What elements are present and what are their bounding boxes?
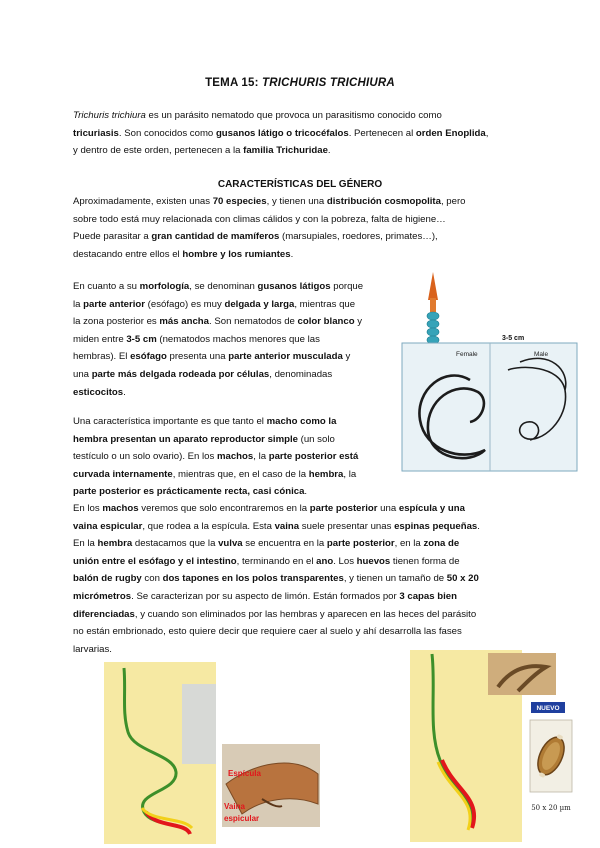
esophagus-illustration (427, 272, 439, 352)
distribution-paragraph: Aproximadamente, existen unas 70 especies, y tienen una distribución cosmopolita, pero sobre todo está muy relacionada con climas cálidos y con la pobreza, falta de higiene… Puede parasitar a gran cantidad de mamíferos (marsupiales, roedores, primates…), destacando entre ellos el hombre y los rumiantes. (73, 196, 466, 260)
vaina-label: Vaina (224, 802, 245, 811)
spicule-micrograph (222, 744, 320, 827)
egg-size-label: 50 x 20 µm (531, 804, 571, 812)
male-label: Male (534, 351, 549, 358)
page-title (0, 77, 600, 89)
new-badge-label: NUEVO (536, 705, 560, 712)
reproductive-paragraph: Una característica importante es que tanto el macho como la hembra presentan un aparato reproductor simple (un solo testículo o un solo ovario). En los machos, la parte posterior está curvada internamente, mientras que, en el caso de la hembra, la parte posterior es prácticamente recta, casi cónica. (73, 416, 359, 498)
worm-morphology-figure (400, 270, 580, 475)
male-female-paragraph: En los machos veremos que solo encontraremos en la parte posterior una espícula y una vaina espicular, que rodea a la espícula. Esta vaina suele presentar unas espinas pequeñas. En la hembra destacamos que la vulva se encuentra en la parte posterior, en la zona de unión entre el esófago y el intestino, terminando en el ano. Los huevos tienen forma de balón de rugby con dos tapones en los polos transparentes, y tienen un tamaño de 50 x 20 micrómetros. Se caracterizan por su aspecto de limón. Están formados por 3 capas bien diferenciadas, y cuando son eliminados por las hembras y aparecen en las heces del parásito no están embrionado, esto quiere decir que requiere caer al suelo y ahí desarrolla las fases larvarias. (73, 503, 480, 655)
female-worm-diagram (104, 662, 216, 844)
espicular-label: espicular (224, 814, 260, 823)
title-prefix: TEMA 15: (205, 77, 263, 89)
intro-paragraph: Trichuris trichiura es un parásito nematodo que provoca un parasitismo conocido como tricuriasis. Son conocidos como gusanos látigo o tricocéfalos. Pertenecen al orden Enoplida, y dentro de este orden, pertenecen a la familia Trichuridae. (73, 110, 489, 157)
espicula-label: Espícula (228, 769, 261, 778)
micro-inset (182, 684, 216, 764)
female-label: Female (456, 351, 478, 358)
size-label: 3-5 cm (502, 335, 525, 342)
morphology-paragraph: En cuanto a su morfología, se denominan gusanos látigos porque la parte anterior (esófago) es muy delgada y larga, mientras que la zona posterior es más ancha. Son nematodos de color blanco y miden entre 3-5 cm (nematodos machos menores que las hembras). El esófago presenta una parte anterior musculada y una parte más delgada rodeada por células, denominadas esticocitos. (73, 281, 364, 398)
section-heading: CARACTERÍSTICAS DEL GÉNERO (217, 179, 383, 190)
larva-micrograph (488, 653, 556, 695)
egg-micrograph (528, 700, 574, 818)
title-species: TRICHURIS TRICHIURA (262, 77, 395, 89)
